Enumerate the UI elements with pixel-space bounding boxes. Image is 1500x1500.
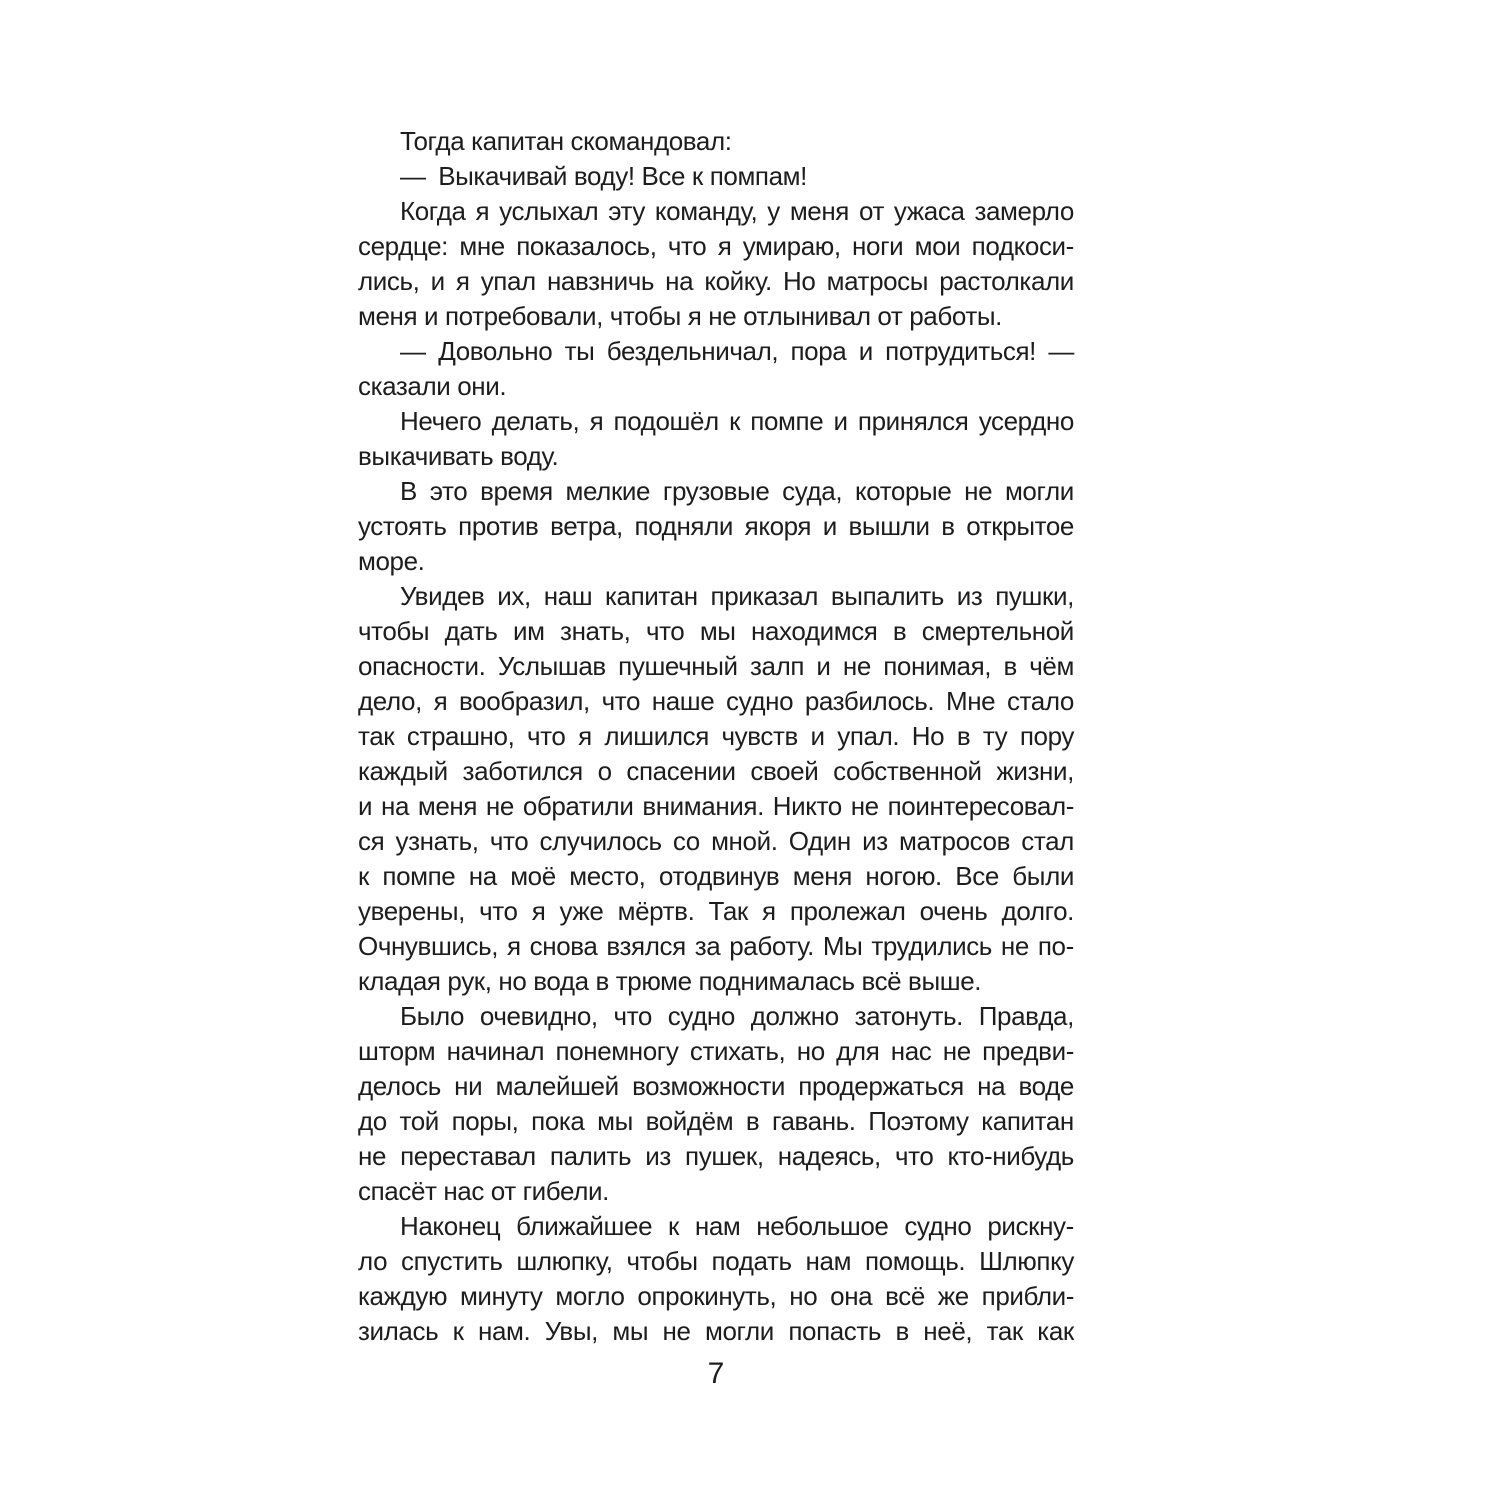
text-line: до той поры, пока мы войдём в гавань. Поэтому капитан [358,1106,1074,1136]
text-line: уверены, что я уже мёртв. Так я пролежал очень долго. [358,896,1074,926]
text-line: и на меня не обратили внимания. Никто не поинтересовал- [358,791,1074,821]
text-line: кладая рук, но вода в трюме поднималась всё выше. [358,966,982,996]
text-line: чтобы дать им знать, что мы находимся в смертельной [358,616,1074,646]
text-line: делось ни малейшей возможности продержаться на воде [358,1071,1074,1101]
text-line: море. [358,546,425,576]
text-line: Было очевидно, что судно должно затонуть. Правда, [400,1001,1074,1031]
text-line: дело, я вообразил, что наше судно разбилось. Мне стало [358,686,1074,716]
text-line: Нечего делать, я подошёл к помпе и принялся усердно [400,406,1074,436]
text-line: шторм начинал понемногу стихать, но для нас не предви- [358,1036,1074,1066]
text-line: каждую минуту могло опрокинуть, но она всё же прибли- [358,1281,1074,1311]
text-line: Тогда капитан скомандовал: [400,126,732,156]
text-line: меня и потребовали, чтобы я не отлынивал от работы. [358,301,1002,331]
text-line: к помпе на моё место, отодвинув меня ногою. Все были [358,861,1074,891]
text-line: — Довольно ты бездельничал, пора и потрудиться! — [400,336,1074,366]
text-line: В это время мелкие грузовые суда, которые не могли [400,476,1074,506]
text-line: лись, и я упал навзничь на койку. Но матросы растолкали [358,266,1074,296]
text-line: зилась к нам. Увы, мы не могли попасть в неё, так как [358,1316,1074,1346]
text-line: Очнувшись, я снова взялся за работу. Мы трудились не по- [358,931,1074,961]
text-line: ся узнать, что случилось со мной. Один из матросов стал [358,826,1074,856]
text-line: ло спустить шлюпку, чтобы подать нам помощь. Шлюпку [358,1246,1074,1276]
text-line: каждый заботился о спасении своей собственной жизни, [358,756,1074,786]
text-line: опасности. Услышав пушечный залп и не понимая, в чём [358,651,1074,681]
text-line: не переставал палить из пушек, надеясь, что кто-нибудь [358,1141,1074,1171]
text-line: выкачивать воду. [358,441,559,471]
text-line: Увидев их, наш капитан приказал выпалить из пушки, [400,581,1074,611]
page-text [358,124,1074,1349]
text-line: Когда я услыхал эту команду, у меня от ужаса замерло [400,196,1074,226]
text-line: спасёт нас от гибели. [358,1176,609,1206]
text-line: сказали они. [358,371,507,401]
text-line: так страшно, что я лишился чувств и упал. Но в ту пору [358,721,1074,751]
text-line: сердце: мне показалось, что я умираю, ноги мои подкоси- [358,231,1074,261]
page-number: 7 [707,1357,725,1390]
text-line: Наконец ближайшее к нам небольшое судно рискну- [400,1211,1074,1241]
text-line: — Выкачивай воду! Все к помпам! [400,161,807,191]
text-line: устоять против ветра, подняли якоря и вышли в открытое [358,511,1074,541]
